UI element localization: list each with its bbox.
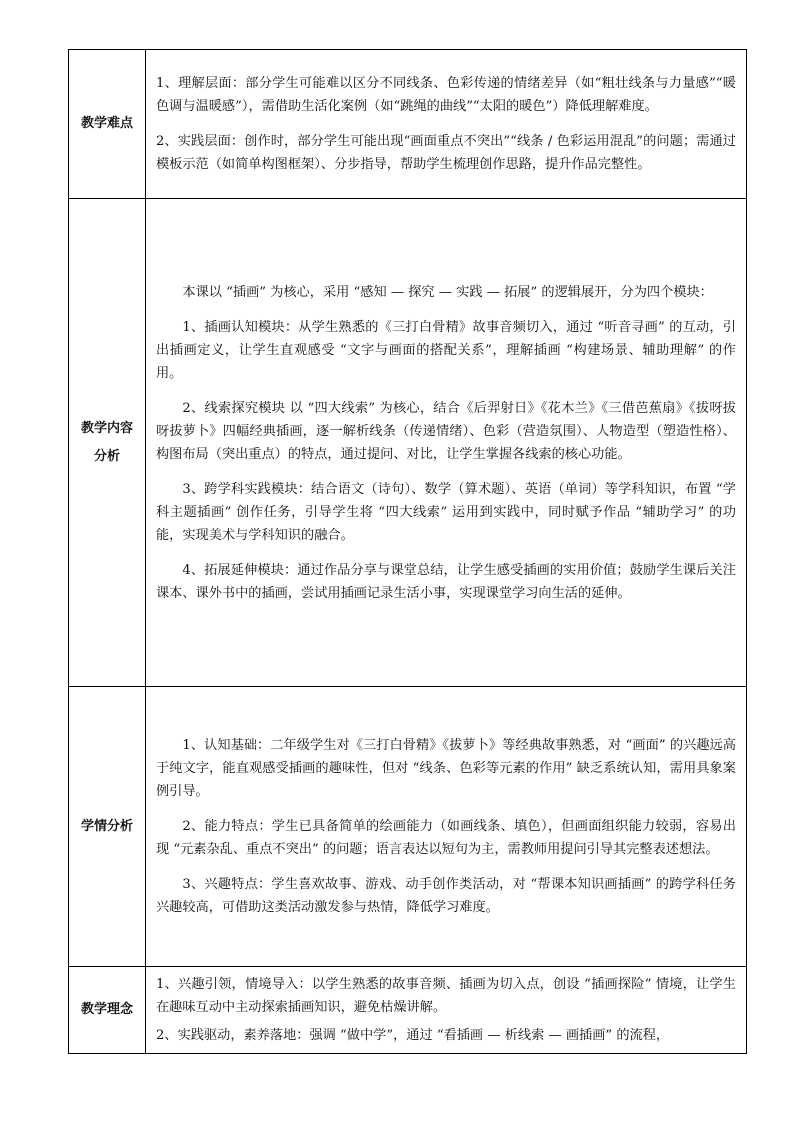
- paragraph: 2、能力特点：学生已具备简单的绘画能力（如画线条、填色），但画面组织能力较弱，容易出现 “元素杂乱、重点不突出” 的问题；语言表达以短句为主，需教师用提问引导其完整表述想法。: [156, 819, 736, 857]
- row-content-content-analysis: [146, 199, 747, 687]
- row-label-teaching-philosophy: [69, 967, 146, 1054]
- paragraph: 4、拓展延伸模块：通过作品分享与课堂总结，让学生感受插画的实用价值；鼓励学生课后关注课本、课外书中的插画，尝试用插画记录生活小事，实现课堂学习向生活的延伸。: [156, 562, 736, 601]
- paragraph: 3、跨学科实践模块：结合语文（诗句）、数学（算术题）、英语（单词）等学科知识，布置 “学科主题插画” 创作任务，引导学生将 “四大线索” 运用到实践中，同时赋予作品 “辅助学习” 的功能，实现美术与学科知识的融合。: [156, 481, 736, 543]
- lesson-plan-table: [68, 49, 747, 1054]
- paragraph: 2、线索探究模块 以 “四大线索” 为核心，结合《后羿射日》《花木兰》《三借芭蕉扇》《拔呀拔呀拔萝卜》四幅经典插画，逐一解析线条（传递情绪）、色彩（营造氛围）、人物造型（塑造性格）、构图布局（突出重点）的特点，通过提问、对比，让学生掌握各线索的核心功能。: [156, 400, 736, 462]
- paragraph: 3、兴趣特点：学生喜欢故事、游戏、动手创作类活动，对 “帮课本知识画插画” 的跨学科任务兴趣较高，可借助这类活动激发参与热情，降低学习难度。: [156, 877, 736, 915]
- row-content-difficulties: [146, 50, 747, 199]
- row-label-text: 教学理念: [80, 1002, 133, 1017]
- paragraph: 1、理解层面：部分学生可能难以区分不同线条、色彩传递的情绪差异（如“粗壮线条与力量感”“暖色调与温暖感”），需借助生活化案例（如“跳绳的曲线”“太阳的暖色”）降低理解难度。: [156, 76, 736, 114]
- table-row-content-analysis: [69, 199, 747, 687]
- paragraph: 1、认知基础：二年级学生对《三打白骨精》《拔萝卜》等经典故事熟悉，对 “画面” 的兴趣远高于纯文字，能直观感受插画的趣味性，但对 “线条、色彩等元素的作用” 缺乏系统认知，需用具象案例引导。: [156, 738, 736, 799]
- row-label-text: 教学难点: [80, 116, 133, 131]
- paragraph: 1、插画认知模块：从学生熟悉的《三打白骨精》故事音频切入，通过 “听音寻画” 的互动，引出插画定义，让学生直观感受 “文字与画面的搭配关系”，理解插画 “构建场景、辅助理解” 的作用。: [156, 319, 736, 381]
- table-row-teaching-philosophy: [69, 967, 747, 1054]
- paragraph: 2、实践层面：创作时，部分学生可能出现“画面重点不突出”“线条 / 色彩运用混乱”的问题；需通过模板示范（如简单构图框架）、分步指导，帮助学生梳理创作思路，提升作品完整性。: [156, 134, 736, 172]
- row-label-text-line1: 教学内容: [80, 420, 133, 436]
- row-content-learner-analysis: [146, 687, 747, 967]
- row-content-teaching-philosophy: [146, 967, 747, 1054]
- paragraph: 2、实践驱动，素养落地：强调 “做中学”，通过 “看插画 — 析线索 — 画插画” 的流程，: [156, 1028, 670, 1043]
- paragraph: 1、兴趣引领，情境导入：以学生熟悉的故事音频、插画为切入点，创设 “插画探险” 情境，让学生在趣味互动中主动探索插画知识，避免枯燥讲解。: [156, 977, 736, 1015]
- row-label-difficulties: [69, 50, 146, 199]
- row-label-text-line2: 分析: [93, 448, 120, 464]
- row-label-content-analysis: [69, 199, 146, 687]
- table-row-difficulties: [69, 50, 747, 199]
- row-label-text: 学情分析: [80, 818, 133, 834]
- paragraph: 本课以 “插画” 为核心，采用 “感知 — 探究 — 实践 — 拓展” 的逻辑展开，分为四个模块：: [182, 284, 713, 300]
- table-row-learner-analysis: [69, 687, 747, 967]
- row-label-learner-analysis: [69, 687, 146, 967]
